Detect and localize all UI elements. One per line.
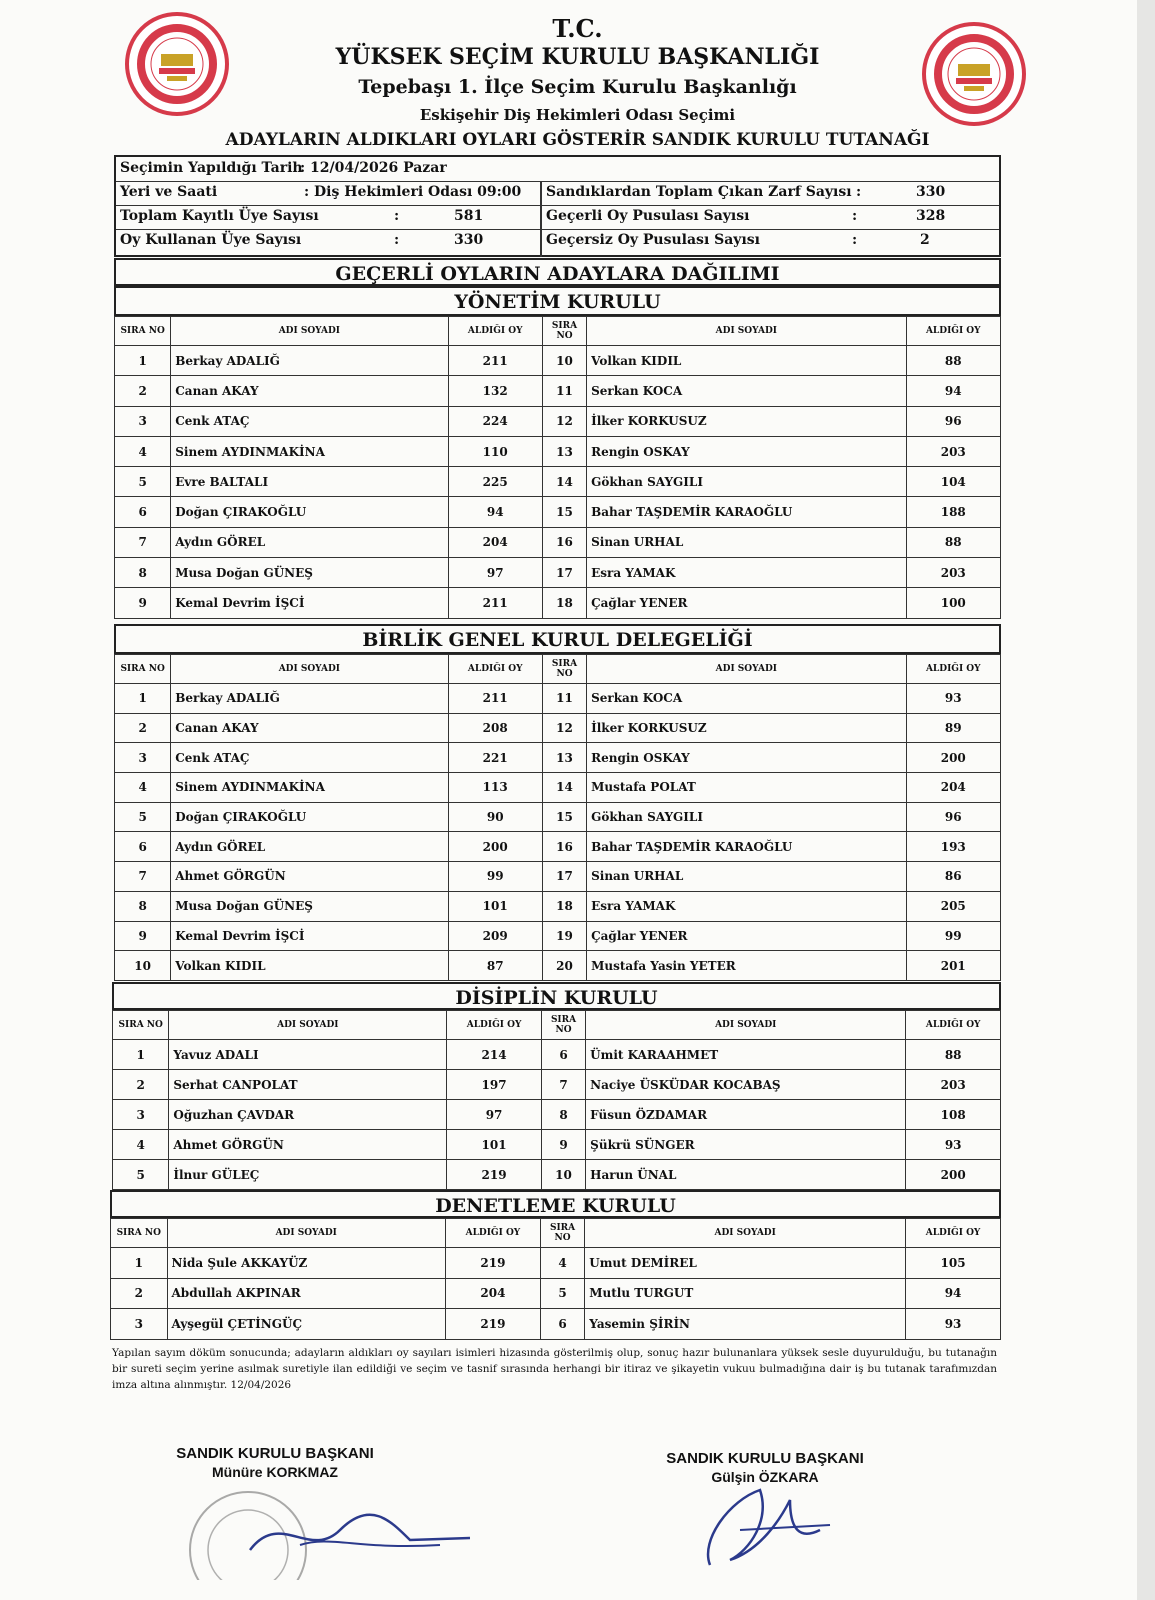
signature-name-right: Gülşin ÖZKARA xyxy=(711,1469,819,1485)
table-row xyxy=(115,921,1001,951)
candidate-name: Oğuzhan ÇAVDAR xyxy=(169,1100,447,1130)
candidate-no: 3 xyxy=(111,1309,168,1340)
page-edge xyxy=(1137,0,1155,1600)
candidate-votes: 201 xyxy=(906,951,1000,981)
column-header-votes: ALDIĞI OY xyxy=(446,1219,541,1248)
candidate-name: İlker KORKUSUZ xyxy=(587,406,906,436)
candidate-name: Yavuz ADALI xyxy=(169,1040,447,1070)
table-row xyxy=(113,1130,1001,1160)
signature-name-left: Münüre KORKMAZ xyxy=(212,1464,338,1480)
column-header-votes: ALDIĞI OY xyxy=(906,655,1000,684)
candidate-votes: 208 xyxy=(448,713,542,743)
candidate-no: 10 xyxy=(541,1160,585,1190)
candidate-no: 4 xyxy=(115,436,171,466)
candidate-name: Evre BALTALI xyxy=(171,467,448,497)
voted-value: 330 xyxy=(454,232,484,248)
candidate-no: 1 xyxy=(113,1040,169,1070)
candidate-no: 19 xyxy=(542,921,586,951)
table-header-row xyxy=(111,1219,1001,1248)
candidate-no: 5 xyxy=(115,467,171,497)
candidate-votes: 219 xyxy=(446,1309,541,1340)
candidate-name: Musa Doğan GÜNEŞ xyxy=(171,558,448,588)
candidate-no: 14 xyxy=(542,467,586,497)
candidate-name: Bahar TAŞDEMİR KARAOĞLU xyxy=(587,497,906,527)
registered-value: 581 xyxy=(454,208,484,224)
candidate-votes: 90 xyxy=(448,802,542,832)
column-header-votes: ALDIĞI OY xyxy=(906,1011,1001,1040)
candidate-no: 2 xyxy=(113,1070,169,1100)
candidate-name: Füsun ÖZDAMAR xyxy=(586,1100,906,1130)
candidate-no: 8 xyxy=(541,1100,585,1130)
candidate-votes: 93 xyxy=(906,684,1000,714)
candidate-no: 7 xyxy=(541,1070,585,1100)
column-header-name: ADI SOYADI xyxy=(587,317,906,346)
table-row xyxy=(115,862,1001,892)
column-header-no: SIRA NO xyxy=(113,1011,169,1040)
votes-table xyxy=(114,316,1001,619)
candidate-name: İlker KORKUSUZ xyxy=(587,713,906,743)
colon: : xyxy=(852,232,858,248)
candidate-name: Doğan ÇIRAKOĞLU xyxy=(171,802,448,832)
candidate-name: Naciye ÜSKÜDAR KOCABAŞ xyxy=(586,1070,906,1100)
candidate-name: Sinan URHAL xyxy=(587,527,906,557)
invalid-label: Geçersiz Oy Pusulası Sayısı xyxy=(546,232,760,248)
candidate-no: 6 xyxy=(541,1040,585,1070)
candidate-votes: 203 xyxy=(906,558,1000,588)
candidate-no: 5 xyxy=(540,1278,584,1309)
candidate-votes: 101 xyxy=(448,891,542,921)
candidate-name: Esra YAMAK xyxy=(587,558,906,588)
candidate-votes: 188 xyxy=(906,497,1000,527)
candidate-name: Canan AKAY xyxy=(171,713,448,743)
signature-scribble-left xyxy=(240,1500,480,1570)
candidate-votes: 221 xyxy=(448,743,542,773)
candidate-no: 1 xyxy=(115,684,171,714)
date-value: : 12/04/2026 Pazar xyxy=(300,160,447,176)
table-row xyxy=(115,558,1001,588)
candidate-votes: 96 xyxy=(906,406,1000,436)
valid-label: Geçerli Oy Pusulası Sayısı xyxy=(546,208,750,224)
candidate-votes: 203 xyxy=(906,436,1000,466)
candidate-no: 6 xyxy=(540,1309,584,1340)
colon: : xyxy=(394,208,400,224)
date-label: Seçimin Yapıldığı Tarih xyxy=(120,160,303,176)
section-title: BİRLİK GENEL KURUL DELEGELİĞİ xyxy=(114,624,1001,654)
section-title: DENETLEME KURULU xyxy=(110,1190,1001,1218)
candidate-votes: 200 xyxy=(906,743,1000,773)
signature-title-left: SANDIK KURULU BAŞKANI xyxy=(176,1445,374,1462)
candidate-votes: 214 xyxy=(447,1040,542,1070)
candidate-name: Ahmet GÖRGÜN xyxy=(169,1130,447,1160)
column-header-no: SIRA NO xyxy=(541,1011,585,1040)
table-row xyxy=(115,346,1001,376)
candidate-votes: 93 xyxy=(906,1130,1001,1160)
table-row xyxy=(115,467,1001,497)
distribution-title: GEÇERLİ OYLARIN ADAYLARA DAĞILIMI xyxy=(114,258,1001,286)
column-header-votes: ALDIĞI OY xyxy=(447,1011,542,1040)
candidate-name: Gökhan SAYGILI xyxy=(587,467,906,497)
candidate-no: 17 xyxy=(542,558,586,588)
column-header-no: SIRA NO xyxy=(542,655,586,684)
candidate-no: 4 xyxy=(113,1130,169,1160)
candidate-no: 1 xyxy=(111,1248,168,1279)
table-row xyxy=(115,406,1001,436)
candidate-no: 18 xyxy=(542,588,586,618)
candidate-name: İlnur GÜLEÇ xyxy=(169,1160,447,1190)
table-row xyxy=(115,713,1001,743)
candidate-name: Mustafa Yasin YETER xyxy=(587,951,906,981)
candidate-no: 9 xyxy=(541,1130,585,1160)
candidate-name: Doğan ÇIRAKOĞLU xyxy=(171,497,448,527)
column-header-no: SIRA NO xyxy=(540,1219,584,1248)
candidate-votes: 197 xyxy=(447,1070,542,1100)
table-row xyxy=(111,1248,1001,1279)
column-header-name: ADI SOYADI xyxy=(585,1219,906,1248)
signature-scribble-right xyxy=(690,1470,850,1580)
table-row xyxy=(115,684,1001,714)
section-title: YÖNETİM KURULU xyxy=(114,286,1001,316)
candidate-votes: 132 xyxy=(448,376,542,406)
column-header-name: ADI SOYADI xyxy=(586,1011,906,1040)
table-header-row xyxy=(115,317,1001,346)
candidate-votes: 101 xyxy=(447,1130,542,1160)
colon: : xyxy=(852,208,858,224)
candidate-no: 12 xyxy=(542,406,586,436)
candidate-no: 15 xyxy=(542,802,586,832)
candidate-votes: 211 xyxy=(448,346,542,376)
candidate-votes: 203 xyxy=(906,1070,1001,1100)
table-header-row xyxy=(113,1011,1001,1040)
document-title: ADAYLARIN ALDIKLARI OYLARI GÖSTERİR SANDIK KURULU TUTANAĞI xyxy=(225,130,930,150)
column-header-name: ADI SOYADI xyxy=(171,317,448,346)
table-row xyxy=(115,436,1001,466)
candidate-name: Çağlar YENER xyxy=(587,921,906,951)
table-row xyxy=(115,376,1001,406)
candidate-votes: 224 xyxy=(448,406,542,436)
column-header-votes: ALDIĞI OY xyxy=(448,317,542,346)
candidate-no: 2 xyxy=(115,376,171,406)
candidate-votes: 96 xyxy=(906,802,1000,832)
candidate-no: 2 xyxy=(111,1278,168,1309)
candidate-name: Gökhan SAYGILI xyxy=(587,802,906,832)
candidate-name: Aydın GÖREL xyxy=(171,832,448,862)
candidate-no: 11 xyxy=(542,376,586,406)
candidate-name: Aydın GÖREL xyxy=(171,527,448,557)
candidate-no: 1 xyxy=(115,346,171,376)
candidate-votes: 211 xyxy=(448,588,542,618)
section-title: DİSİPLİN KURULU xyxy=(112,982,1001,1010)
table-row xyxy=(113,1100,1001,1130)
column-header-no: SIRA NO xyxy=(115,317,171,346)
candidate-name: Nida Şule AKKAYÜZ xyxy=(167,1248,446,1279)
table-row xyxy=(113,1040,1001,1070)
candidate-no: 17 xyxy=(542,862,586,892)
table-row xyxy=(115,891,1001,921)
candidate-name: Abdullah AKPINAR xyxy=(167,1278,446,1309)
candidate-name: Kemal Devrim İŞCİ xyxy=(171,921,448,951)
candidate-name: Şükrü SÜNGER xyxy=(586,1130,906,1160)
place-label: Yeri ve Saati xyxy=(120,184,218,200)
candidate-name: Esra YAMAK xyxy=(587,891,906,921)
column-header-no: SIRA NO xyxy=(115,655,171,684)
candidate-no: 14 xyxy=(542,773,586,803)
info-divider xyxy=(540,181,542,257)
votes-table xyxy=(114,654,1001,981)
candidate-no: 13 xyxy=(542,436,586,466)
table-row xyxy=(115,588,1001,618)
valid-value: 328 xyxy=(916,208,946,224)
candidate-name: Volkan KIDIL xyxy=(171,951,448,981)
candidate-votes: 205 xyxy=(906,891,1000,921)
header-election-name: Eskişehir Diş Hekimleri Odası Seçimi xyxy=(419,106,736,124)
candidate-name: Serhat CANPOLAT xyxy=(169,1070,447,1100)
candidate-no: 20 xyxy=(542,951,586,981)
candidate-no: 6 xyxy=(115,497,171,527)
candidate-name: Ümit KARAAHMET xyxy=(586,1040,906,1070)
table-row xyxy=(115,802,1001,832)
header-tc: T.C. xyxy=(552,14,603,43)
candidate-name: Volkan KIDIL xyxy=(587,346,906,376)
candidate-no: 3 xyxy=(115,406,171,436)
candidate-votes: 204 xyxy=(446,1278,541,1309)
column-header-votes: ALDIĞI OY xyxy=(448,655,542,684)
candidate-votes: 87 xyxy=(448,951,542,981)
candidate-votes: 93 xyxy=(906,1309,1001,1340)
signature-title-right: SANDIK KURULU BAŞKANI xyxy=(666,1450,864,1467)
column-header-name: ADI SOYADI xyxy=(587,655,906,684)
column-header-votes: ALDIĞI OY xyxy=(906,317,1000,346)
candidate-votes: 88 xyxy=(906,346,1000,376)
place-value: : Diş Hekimleri Odası 09:00 xyxy=(304,184,522,200)
column-header-votes: ALDIĞI OY xyxy=(906,1219,1001,1248)
candidate-no: 12 xyxy=(542,713,586,743)
candidate-votes: 219 xyxy=(446,1248,541,1279)
candidate-votes: 225 xyxy=(448,467,542,497)
candidate-name: Rengin OSKAY xyxy=(587,436,906,466)
candidate-no: 8 xyxy=(115,891,171,921)
candidate-no: 3 xyxy=(115,743,171,773)
candidate-no: 10 xyxy=(115,951,171,981)
table-row xyxy=(111,1309,1001,1340)
candidate-name: Serkan KOCA xyxy=(587,684,906,714)
candidate-votes: 86 xyxy=(906,862,1000,892)
election-info-box xyxy=(114,155,1001,257)
table-header-row xyxy=(115,655,1001,684)
candidate-votes: 94 xyxy=(906,376,1000,406)
candidate-name: Sinem AYDINMAKİNA xyxy=(171,436,448,466)
candidate-name: Bahar TAŞDEMİR KARAOĞLU xyxy=(587,832,906,862)
candidate-votes: 100 xyxy=(906,588,1000,618)
table-row xyxy=(115,527,1001,557)
candidate-name: Serkan KOCA xyxy=(587,376,906,406)
table-row xyxy=(113,1160,1001,1190)
candidate-no: 5 xyxy=(115,802,171,832)
candidate-votes: 104 xyxy=(906,467,1000,497)
candidate-votes: 94 xyxy=(906,1278,1001,1309)
candidate-no: 15 xyxy=(542,497,586,527)
signature-block-left xyxy=(170,1445,380,1480)
votes-table xyxy=(110,1218,1001,1340)
envelopes-value: 330 xyxy=(916,184,946,200)
header-ysk: YÜKSEK SEÇİM KURULU BAŞKANLIĞI xyxy=(335,44,820,70)
candidate-no: 18 xyxy=(542,891,586,921)
candidate-no: 10 xyxy=(542,346,586,376)
candidate-no: 9 xyxy=(115,588,171,618)
candidate-votes: 89 xyxy=(906,713,1000,743)
candidate-no: 7 xyxy=(115,527,171,557)
candidate-name: Musa Doğan GÜNEŞ xyxy=(171,891,448,921)
candidate-votes: 204 xyxy=(448,527,542,557)
candidate-name: Cenk ATAÇ xyxy=(171,743,448,773)
candidate-votes: 193 xyxy=(906,832,1000,862)
candidate-no: 2 xyxy=(115,713,171,743)
invalid-value: 2 xyxy=(920,232,930,248)
column-header-no: SIRA NO xyxy=(542,317,586,346)
candidate-no: 16 xyxy=(542,527,586,557)
candidate-votes: 211 xyxy=(448,684,542,714)
candidate-votes: 99 xyxy=(448,862,542,892)
candidate-name: Çağlar YENER xyxy=(587,588,906,618)
candidate-no: 13 xyxy=(542,743,586,773)
candidate-name: Mutlu TURGUT xyxy=(585,1278,906,1309)
candidate-votes: 204 xyxy=(906,773,1000,803)
candidate-votes: 88 xyxy=(906,1040,1001,1070)
candidate-no: 5 xyxy=(113,1160,169,1190)
candidate-no: 3 xyxy=(113,1100,169,1130)
candidate-name: Umut DEMİREL xyxy=(585,1248,906,1279)
candidate-votes: 94 xyxy=(448,497,542,527)
candidate-name: Sinan URHAL xyxy=(587,862,906,892)
colon: : xyxy=(394,232,400,248)
column-header-name: ADI SOYADI xyxy=(171,655,448,684)
table-row xyxy=(115,497,1001,527)
column-header-no: SIRA NO xyxy=(111,1219,168,1248)
candidate-name: Mustafa POLAT xyxy=(587,773,906,803)
candidate-no: 4 xyxy=(115,773,171,803)
header-district-board: Tepebaşı 1. İlçe Seçim Kurulu Başkanlığı xyxy=(358,76,797,98)
candidate-no: 16 xyxy=(542,832,586,862)
candidate-name: Yasemin ŞİRİN xyxy=(585,1309,906,1340)
candidate-no: 6 xyxy=(115,832,171,862)
candidate-votes: 200 xyxy=(906,1160,1001,1190)
column-header-name: ADI SOYADI xyxy=(169,1011,447,1040)
candidate-votes: 113 xyxy=(448,773,542,803)
candidate-name: Kemal Devrim İŞCİ xyxy=(171,588,448,618)
candidate-no: 4 xyxy=(540,1248,584,1279)
table-row xyxy=(115,743,1001,773)
table-row xyxy=(115,951,1001,981)
envelopes-label: Sandıklardan Toplam Çıkan Zarf Sayısı xyxy=(546,184,852,200)
column-header-name: ADI SOYADI xyxy=(167,1219,446,1248)
candidate-name: Ayşegül ÇETİNGÜÇ xyxy=(167,1309,446,1340)
colon: : xyxy=(856,184,862,200)
candidate-name: Rengin OSKAY xyxy=(587,743,906,773)
candidate-name: Harun ÜNAL xyxy=(586,1160,906,1190)
candidate-no: 9 xyxy=(115,921,171,951)
candidate-votes: 105 xyxy=(906,1248,1001,1279)
table-row xyxy=(115,773,1001,803)
candidate-votes: 110 xyxy=(448,436,542,466)
closing-statement: Yapılan sayım döküm sonucunda; adayların aldıkları oy sayıları isimleri hizasında gösterilmiş olup, sonuç hazır bulunanlara yüksek sesle duyurulduğu, bu tutanağın bir sureti seçim yerine asılmak suretiyle ilan edildiği ve seçim ve tasnif sırasında herhangi bir itiraz ve şikayetin vukuu bulmadığına dair iş bu tutanak tarafımızdan imza altına alınmıştır. 12/04/2026 xyxy=(112,1347,997,1391)
candidate-name: Cenk ATAÇ xyxy=(171,406,448,436)
candidate-name: Canan AKAY xyxy=(171,376,448,406)
candidate-votes: 97 xyxy=(447,1100,542,1130)
candidate-name: Ahmet GÖRGÜN xyxy=(171,862,448,892)
candidate-votes: 219 xyxy=(447,1160,542,1190)
registered-label: Toplam Kayıtlı Üye Sayısı xyxy=(120,208,319,224)
votes-table xyxy=(112,1010,1001,1190)
candidate-name: Sinem AYDINMAKİNA xyxy=(171,773,448,803)
candidate-votes: 99 xyxy=(906,921,1000,951)
candidate-votes: 97 xyxy=(448,558,542,588)
candidate-name: Berkay ADALIĞ xyxy=(171,346,448,376)
candidate-no: 11 xyxy=(542,684,586,714)
candidate-no: 7 xyxy=(115,862,171,892)
candidate-votes: 209 xyxy=(448,921,542,951)
candidate-votes: 200 xyxy=(448,832,542,862)
table-row xyxy=(115,832,1001,862)
candidate-no: 8 xyxy=(115,558,171,588)
table-row xyxy=(113,1070,1001,1100)
candidate-votes: 108 xyxy=(906,1100,1001,1130)
candidate-name: Berkay ADALIĞ xyxy=(171,684,448,714)
candidate-votes: 88 xyxy=(906,527,1000,557)
table-row xyxy=(111,1278,1001,1309)
voted-label: Oy Kullanan Üye Sayısı xyxy=(120,232,302,248)
